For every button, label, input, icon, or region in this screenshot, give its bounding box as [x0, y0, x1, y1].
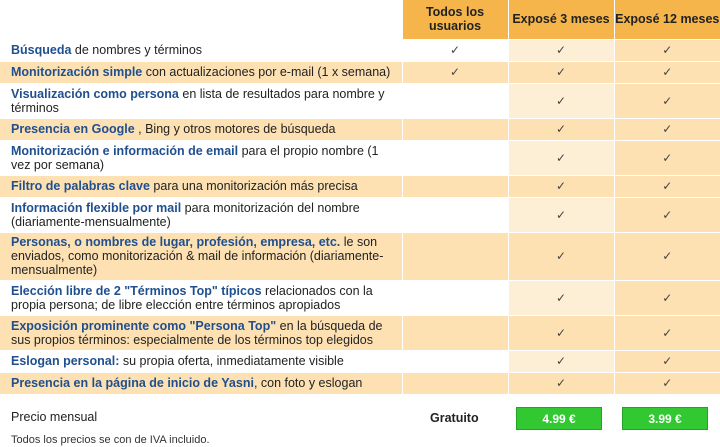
feature-detail: para monitorización del nombre (diariamente-mensualmente): [11, 200, 360, 229]
checkmark-icon: ✓: [555, 290, 567, 305]
table-row: [0, 61, 720, 83]
free-price-label: Gratuito: [430, 411, 479, 425]
check-cell: [614, 197, 720, 232]
checkmark-icon: ✓: [555, 150, 567, 165]
checkmark-icon: ✓: [555, 65, 567, 79]
checkmark-icon: ✓: [662, 150, 673, 165]
checkmark-icon: ✓: [662, 43, 673, 57]
feature-description: [0, 350, 402, 372]
check-cell: [402, 280, 508, 315]
check-cell: [614, 140, 720, 175]
feature-detail: de nombres y términos: [71, 43, 203, 57]
feature-detail: con actualizaciones por e-mail (1 x semana): [142, 65, 391, 79]
header-all-users: Todos los usuarios: [402, 0, 508, 39]
feature-name: Exposición prominente como "Persona Top": [11, 318, 277, 333]
check-cell: [402, 140, 508, 175]
check-cell: [614, 83, 720, 118]
feature-name: Búsqueda: [11, 43, 72, 57]
table-row: [0, 232, 720, 280]
table-row: [0, 39, 720, 61]
feature-name: Presencia en la página de inicio de Yasni: [11, 376, 254, 391]
table-row: [0, 197, 720, 232]
feature-detail: en la búsqueda de sus propios términos: especialmente de los términos top elegidos: [11, 318, 383, 347]
feature-detail: , Bing y otros motores de búsqueda: [134, 122, 336, 136]
table-row: [0, 118, 720, 140]
feature-description: [0, 39, 402, 61]
check-cell: [402, 61, 508, 83]
checkmark-icon: ✓: [555, 93, 567, 108]
table-row: [0, 315, 720, 350]
feature-name: Monitorización simple: [11, 65, 143, 79]
table-header-row: [0, 0, 720, 39]
feature-detail: relacionados con la propia persona; de libre elección entre términos apropiados: [11, 283, 373, 312]
checkmark-icon: ✓: [555, 207, 567, 222]
checkmark-icon: ✓: [555, 325, 567, 340]
checkmark-icon: ✓: [555, 179, 567, 193]
feature-rows: [0, 39, 720, 394]
feature-description: [0, 140, 402, 175]
check-cell: [508, 140, 614, 175]
check-cell: [402, 315, 508, 350]
feature-description: [0, 175, 402, 197]
check-cell: [614, 372, 720, 394]
check-cell: [402, 350, 508, 372]
checkmark-icon: ✓: [662, 93, 673, 108]
checkmark-icon: ✓: [662, 376, 673, 391]
feature-name: Eslogan personal:: [11, 354, 120, 368]
checkmark-icon: ✓: [555, 122, 567, 136]
feature-detail: le son enviados, como monitorización & mail de información (diariamente-mensualmente): [11, 235, 384, 277]
feature-description: [0, 280, 402, 315]
check-cell: [402, 118, 508, 140]
feature-description: [0, 197, 402, 232]
check-cell: [402, 39, 508, 61]
vat-note: Todos los precios se con de IVA incluido.: [11, 434, 210, 446]
check-cell: [614, 61, 720, 83]
feature-name: Personas, o nombres de lugar, profesión, empresa, etc.: [11, 235, 341, 249]
check-cell: [508, 197, 614, 232]
checkmark-icon: ✓: [555, 43, 567, 57]
header-blank-cell: [0, 0, 402, 39]
feature-detail: para el propio nombre (1 vez por semana): [11, 143, 379, 172]
check-cell: [402, 372, 508, 394]
check-cell: [402, 232, 508, 280]
checkmark-icon: ✓: [662, 354, 673, 368]
check-cell: [508, 280, 614, 315]
check-cell: [508, 232, 614, 280]
table-row: [0, 372, 720, 394]
feature-description: [0, 118, 402, 140]
feature-detail: para una monitorización más precisa: [149, 179, 358, 193]
table-row: [0, 175, 720, 197]
checkmark-icon: ✓: [555, 376, 567, 391]
feature-name: Información flexible por mail: [11, 200, 182, 215]
price-12-months-button[interactable]: 3.99 €: [622, 407, 708, 430]
pricing-footer: [0, 403, 720, 447]
feature-name: Elección libre de 2 "Términos Top" típicos: [11, 283, 262, 298]
check-cell: [508, 39, 614, 61]
table-row: [0, 83, 720, 118]
check-cell: [402, 175, 508, 197]
checkmark-icon: ✓: [662, 179, 673, 193]
checkmark-icon: ✓: [662, 325, 673, 340]
feature-detail: , con foto y eslogan: [253, 376, 363, 391]
feature-description: [0, 315, 402, 350]
check-cell: [508, 372, 614, 394]
feature-description: [0, 372, 402, 394]
check-cell: [508, 83, 614, 118]
feature-description: [0, 83, 402, 118]
checkmark-icon: ✓: [555, 354, 567, 368]
checkmark-icon: ✓: [555, 249, 567, 263]
feature-detail: su propia oferta, inmediatamente visible: [119, 354, 344, 368]
checkmark-icon: ✓: [449, 65, 461, 79]
checkmark-icon: ✓: [662, 207, 673, 222]
check-cell: [508, 61, 614, 83]
check-cell: [614, 118, 720, 140]
table-row: [0, 350, 720, 372]
checkmark-icon: ✓: [449, 43, 461, 57]
check-cell: [614, 315, 720, 350]
checkmark-icon: ✓: [662, 249, 673, 263]
checkmark-icon: ✓: [662, 65, 673, 79]
check-cell: [614, 280, 720, 315]
feature-name: Filtro de palabras clave: [11, 179, 150, 193]
table-row: [0, 280, 720, 315]
feature-description: [0, 232, 402, 280]
price-3-months-button[interactable]: 4.99 €: [516, 407, 602, 430]
checkmark-icon: ✓: [662, 290, 673, 305]
check-cell: [402, 83, 508, 118]
feature-description: [0, 61, 402, 83]
check-cell: [614, 232, 720, 280]
table-row: [0, 140, 720, 175]
check-cell: [614, 39, 720, 61]
header-expose-12-months: Exposé 12 meses: [614, 0, 720, 39]
check-cell: [402, 197, 508, 232]
check-cell: [614, 175, 720, 197]
header-expose-3-months: Exposé 3 meses: [508, 0, 614, 39]
check-cell: [508, 175, 614, 197]
check-cell: [508, 350, 614, 372]
feature-name: Visualización como persona: [11, 86, 179, 101]
check-cell: [614, 350, 720, 372]
feature-name: Presencia en Google: [11, 122, 135, 136]
feature-name: Monitorización e información de email: [11, 143, 239, 158]
check-cell: [508, 315, 614, 350]
check-cell: [508, 118, 614, 140]
monthly-price-label: Precio mensual: [11, 410, 98, 424]
feature-detail: en lista de resultados para nombre y términos: [11, 86, 385, 115]
checkmark-icon: ✓: [662, 122, 673, 136]
